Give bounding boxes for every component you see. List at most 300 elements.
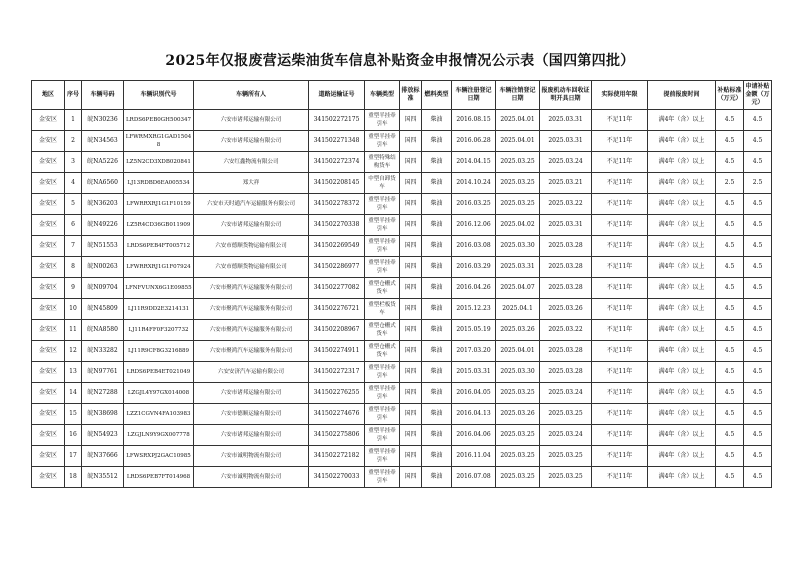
table-cell: 4.5 [716,257,744,278]
table-cell: 重型半挂牵引车 [365,110,400,131]
table-cell: 341502271348 [309,131,365,152]
table-cell: 2025.04.01 [496,110,540,131]
table-cell: 重型半挂牵引车 [365,131,400,152]
table-cell: 2025.03.25 [540,404,592,425]
table-cell: 不足11年 [592,257,648,278]
table-cell: 皖NA8580 [82,320,124,341]
table-cell: 重型半挂牵引车 [365,404,400,425]
table-cell: 2016.04.26 [452,278,496,299]
table-cell: 2 [65,131,82,152]
table-cell: 皖N51553 [82,236,124,257]
column-header: 车辆识别代号 [124,81,194,110]
table-cell: 满4年（含）以上 [648,236,716,257]
table-cell: 皖N49226 [82,215,124,236]
table-row [32,299,772,320]
table-cell: 皖N54923 [82,425,124,446]
table-body [32,110,772,488]
table-row [32,257,772,278]
table-cell: 柴油 [422,404,452,425]
table-cell: 4.5 [716,320,744,341]
table-cell: 柴油 [422,341,452,362]
table-cell: 金安区 [32,194,65,215]
table-cell: 341502274676 [309,404,365,425]
table-cell: 2016.04.13 [452,404,496,425]
table-cell: 不足11年 [592,383,648,404]
table-cell: 重型仓栅式货车 [365,341,400,362]
table-cell: 341502272374 [309,152,365,173]
table-cell: 2.5 [744,173,772,194]
table-cell: 金安区 [32,215,65,236]
table-cell: 2025.03.31 [540,110,592,131]
table-cell: 重型特殊结构货车 [365,152,400,173]
column-header: 车辆号码 [82,81,124,110]
table-cell: LRDS6PEB4ET021049 [124,362,194,383]
table-cell: 六安市诸邦运输有限公司 [194,425,309,446]
table-cell: 4.5 [716,383,744,404]
table-cell: 341502272317 [309,362,365,383]
table-cell: 不足11年 [592,194,648,215]
table-row [32,236,772,257]
table-cell: 金安区 [32,467,65,488]
table-cell: 满4年（含）以上 [648,278,716,299]
table-cell: 国四 [400,341,422,362]
table-cell: 2025.03.31 [540,215,592,236]
column-header: 提前报废时间 [648,81,716,110]
column-header: 车辆注册登记日期 [452,81,496,110]
page-title: 2025年仅报废营运柴油货车信息补贴资金申报情况公示表（国四第四批） [165,53,635,69]
table-row [32,320,772,341]
table-row [32,341,772,362]
table-cell: 9 [65,278,82,299]
table-cell: 4.5 [716,152,744,173]
table-cell: 341502270338 [309,215,365,236]
table-cell: 341502276721 [309,299,365,320]
table-cell: 国四 [400,320,422,341]
column-header: 序号 [65,81,82,110]
column-header: 地区 [32,81,65,110]
column-header: 车辆所有人 [194,81,309,110]
table-cell: 2025.03.21 [540,173,592,194]
table-cell: 金安区 [32,404,65,425]
table-cell: 4.5 [744,152,772,173]
subsidy-table [31,80,772,488]
table-cell: 2025.03.26 [496,320,540,341]
table-cell: 2025.03.31 [540,131,592,152]
table-row [32,110,772,131]
table-cell: 金安区 [32,257,65,278]
table-cell: 国四 [400,278,422,299]
table-cell: 13 [65,362,82,383]
table-cell: 中型自卸货车 [365,173,400,194]
table-cell: 六安市诸邦运输有限公司 [194,215,309,236]
table-cell: LJ11R9DD2E3214131 [124,299,194,320]
table-cell: 4.5 [716,467,744,488]
column-header: 实际使用年限 [592,81,648,110]
table-cell: 2016.03.08 [452,236,496,257]
table-cell: 皖N00263 [82,257,124,278]
table-cell: 柴油 [422,446,452,467]
table-cell: 4.5 [744,425,772,446]
table-cell: 341502270033 [309,467,365,488]
table-cell: 2025.03.25 [496,467,540,488]
table-cell: 2025.03.28 [540,362,592,383]
table-cell: 2025.03.25 [540,446,592,467]
table-cell: 4.5 [744,299,772,320]
table-cell: 重型仓栅式货车 [365,278,400,299]
table-cell: 金安区 [32,110,65,131]
table-cell: 国四 [400,467,422,488]
table-cell: 2025.03.28 [540,236,592,257]
table-cell: 皖NA5226 [82,152,124,173]
table-cell: 重型栏板货车 [365,299,400,320]
table-cell: 16 [65,425,82,446]
table-cell: 满4年（含）以上 [648,383,716,404]
table-cell: 六安市诸邦运输有限公司 [194,131,309,152]
table-cell: 柴油 [422,215,452,236]
table-cell: LFWSRXPJ2GAC10985 [124,446,194,467]
table-cell: 皖N30236 [82,110,124,131]
table-cell: 4.5 [744,110,772,131]
table-row [32,404,772,425]
table-cell: 341502208145 [309,173,365,194]
table-cell: 2016.04.06 [452,425,496,446]
table-cell: 六安市天时通汽车运输服务有限公司 [194,194,309,215]
table-cell: 金安区 [32,173,65,194]
table-cell: 2016.07.08 [452,467,496,488]
table-cell: 4.5 [744,194,772,215]
table-row [32,131,772,152]
table-cell: 不足11年 [592,215,648,236]
table-cell: 六安市聚鸿汽车运输服务有限公司 [194,299,309,320]
table-row [32,425,772,446]
table-cell: 不足11年 [592,341,648,362]
table-cell: 不足11年 [592,425,648,446]
table-cell: 4.5 [716,278,744,299]
table-cell: 国四 [400,362,422,383]
table-cell: 国四 [400,257,422,278]
table-cell: 2025.03.22 [540,194,592,215]
table-cell: 4.5 [716,299,744,320]
table-cell: 4.5 [744,383,772,404]
column-header: 燃料类型 [422,81,452,110]
table-cell: LZ5R4CD36GB011909 [124,215,194,236]
table-cell: 六安市德顺货物运输有限公司 [194,236,309,257]
table-cell: 满4年（含）以上 [648,404,716,425]
table-cell: 柴油 [422,110,452,131]
table-cell: 8 [65,257,82,278]
table-cell: 六安市诚明物流有限公司 [194,467,309,488]
table-cell: 2015.05.19 [452,320,496,341]
table-cell: 2016.03.29 [452,257,496,278]
table-cell: 341502272175 [309,110,365,131]
table-cell: 4.5 [716,362,744,383]
table-cell: LFWRMXRG1GAD15048 [124,131,194,152]
table-cell: 满4年（含）以上 [648,425,716,446]
table-cell: 六安市诸邦运输有限公司 [194,110,309,131]
table-cell: 4.5 [716,215,744,236]
table-cell: 六安市聚鸿汽车运输服务有限公司 [194,278,309,299]
table-cell: 2015.12.23 [452,299,496,320]
table-cell: 不足11年 [592,278,648,299]
table-cell: 满4年（含）以上 [648,194,716,215]
table-cell: 皖N34563 [82,131,124,152]
table-cell: 金安区 [32,278,65,299]
table-cell: LJ11R9CF8G3216889 [124,341,194,362]
table-cell: 六安安济汽车运输有限公司 [194,362,309,383]
table-cell: 341502286977 [309,257,365,278]
table-cell: 皖N38698 [82,404,124,425]
table-cell: 341502278372 [309,194,365,215]
table-cell: 6 [65,215,82,236]
table-cell: 不足11年 [592,173,648,194]
table-cell: 2014.04.15 [452,152,496,173]
table-cell: 341502274911 [309,341,365,362]
table-cell: 2025.03.24 [540,425,592,446]
table-cell: 4.5 [744,278,772,299]
table-cell: 柴油 [422,173,452,194]
table-cell: 2025.03.28 [540,278,592,299]
table-cell: 2016.12.06 [452,215,496,236]
table-cell: 2025.03.26 [496,404,540,425]
table-cell: 2025.04.01 [496,341,540,362]
table-cell: 4.5 [716,425,744,446]
table-cell: 2025.03.22 [540,320,592,341]
table-cell: 11 [65,320,82,341]
table-cell: 2016.08.15 [452,110,496,131]
table-cell: 4 [65,173,82,194]
table-cell: 不足11年 [592,467,648,488]
table-cell: 4.5 [744,341,772,362]
table-cell: 满4年（含）以上 [648,257,716,278]
table-cell: LJ11R4FF0F3207732 [124,320,194,341]
table-cell: 不足11年 [592,446,648,467]
table-cell: 7 [65,236,82,257]
table-cell: LZGJLN9Y9GX007778 [124,425,194,446]
table-cell: 满4年（含）以上 [648,467,716,488]
table-cell: 柴油 [422,131,452,152]
table-cell: 柴油 [422,299,452,320]
table-cell: LRDS6PEB0GH500347 [124,110,194,131]
table-cell: 满4年（含）以上 [648,446,716,467]
table-cell: 国四 [400,236,422,257]
table-cell: 重型仓栅式货车 [365,320,400,341]
table-cell: 满4年（含）以上 [648,299,716,320]
table-cell: 2025.03.30 [496,236,540,257]
table-cell: 2016.06.28 [452,131,496,152]
table-cell: 不足11年 [592,299,648,320]
table-cell: 2025.03.25 [540,467,592,488]
table-cell: 金安区 [32,152,65,173]
table-cell: 2015.03.31 [452,362,496,383]
table-cell: 2025.03.31 [496,257,540,278]
table-cell: 2025.03.25 [496,425,540,446]
table-cell: 4.5 [744,257,772,278]
table-cell: 郑大祥 [194,173,309,194]
column-header: 报废机动车回收证明开具日期 [540,81,592,110]
table-cell: 柴油 [422,467,452,488]
table-cell: 满4年（含）以上 [648,110,716,131]
table-cell: LZZ1CGVN4FA103983 [124,404,194,425]
table-cell: 2025.03.28 [540,341,592,362]
table-cell: 柴油 [422,152,452,173]
table-cell: 国四 [400,194,422,215]
table-cell: 2025.03.25 [496,194,540,215]
table-cell: 4.5 [716,131,744,152]
table-cell: 4.5 [744,446,772,467]
table-cell: 1 [65,110,82,131]
table-cell: 341502269549 [309,236,365,257]
table-cell: 六安市聚鸿汽车运输服务有限公司 [194,320,309,341]
table-cell: 2025.03.30 [496,362,540,383]
table-cell: 4.5 [744,131,772,152]
table-row [32,173,772,194]
table-cell: 满4年（含）以上 [648,341,716,362]
table-cell: 金安区 [32,131,65,152]
table-row [32,215,772,236]
table-cell: 皖N35512 [82,467,124,488]
table-cell: 3 [65,152,82,173]
table-cell: 4.5 [744,215,772,236]
column-header: 补贴标准（万元） [716,81,744,110]
table-cell: 金安区 [32,362,65,383]
table-cell: 皖N33282 [82,341,124,362]
table-cell: 4.5 [744,362,772,383]
table-cell: 重型半挂牵引车 [365,467,400,488]
table-cell: 不足11年 [592,110,648,131]
table-cell: 2025.04.02 [496,215,540,236]
table-cell: 皖NA6560 [82,173,124,194]
table-cell: 2025.03.24 [540,383,592,404]
table-cell: 国四 [400,152,422,173]
table-cell: 重型半挂牵引车 [365,215,400,236]
table-cell: 皖N37666 [82,446,124,467]
table-cell: 14 [65,383,82,404]
table-cell: 2025.03.25 [496,446,540,467]
table-cell: 341502272182 [309,446,365,467]
table-cell: 341502275806 [309,425,365,446]
table-cell: 2016.03.25 [452,194,496,215]
table-cell: 2014.10.24 [452,173,496,194]
table-cell: 国四 [400,425,422,446]
table-cell: 柴油 [422,278,452,299]
table-cell: 重型半挂牵引车 [365,257,400,278]
table-cell: 国四 [400,131,422,152]
table-cell: 金安区 [32,446,65,467]
table-cell: 4.5 [716,236,744,257]
table-cell: 2017.03.20 [452,341,496,362]
table-cell: 18 [65,467,82,488]
table-cell: 国四 [400,383,422,404]
table-cell: 4.5 [744,236,772,257]
table-cell: 满4年（含）以上 [648,215,716,236]
table-cell: 国四 [400,110,422,131]
table-cell: 金安区 [32,236,65,257]
table-cell: 满4年（含）以上 [648,152,716,173]
table-cell: 重型半挂牵引车 [365,425,400,446]
table-cell: 4.5 [716,194,744,215]
table-cell: 柴油 [422,236,452,257]
table-cell: 柴油 [422,194,452,215]
table-cell: 4.5 [744,320,772,341]
table-cell: 重型半挂牵引车 [365,383,400,404]
table-cell: 六安市诚明物流有限公司 [194,446,309,467]
table-cell: 4.5 [716,341,744,362]
table-cell: 2025.03.26 [540,299,592,320]
table-cell: 2025.03.28 [540,257,592,278]
table-cell: 国四 [400,404,422,425]
table-cell: 10 [65,299,82,320]
table-cell: 不足11年 [592,362,648,383]
table-cell: 4.5 [716,110,744,131]
table-cell: 六安市德顺运输有限公司 [194,404,309,425]
table-cell: 金安区 [32,320,65,341]
table-cell: 国四 [400,299,422,320]
column-header: 排放标准 [400,81,422,110]
table-cell: 4.5 [744,467,772,488]
table-cell: 六安市诸邦运输有限公司 [194,383,309,404]
table-cell: 17 [65,446,82,467]
table-cell: 柴油 [422,425,452,446]
table-cell: 2025.04.01 [496,131,540,152]
table-cell: 5 [65,194,82,215]
table-cell: 2025.04.1 [496,299,540,320]
table-cell: LFWRRXRJ1G1F07924 [124,257,194,278]
table-cell: 重型半挂牵引车 [365,446,400,467]
table-cell: LRDS6PEB7FT014968 [124,467,194,488]
table-cell: 4.5 [716,446,744,467]
table-cell: 金安区 [32,299,65,320]
table-cell: 国四 [400,446,422,467]
table-cell: 皖N45809 [82,299,124,320]
table-cell: 重型半挂牵引车 [365,362,400,383]
table-cell: 柴油 [422,362,452,383]
table-cell: LJ13RDBD6EA005534 [124,173,194,194]
table-cell: 皖N09704 [82,278,124,299]
table-cell: 4.5 [716,404,744,425]
table-cell: LRDS6PEB4FT005712 [124,236,194,257]
table-cell: 金安区 [32,341,65,362]
table-cell: 2025.03.24 [540,152,592,173]
table-cell: 国四 [400,173,422,194]
table-cell: 柴油 [422,320,452,341]
table-cell: 皖N27288 [82,383,124,404]
table-cell: 不足11年 [592,320,648,341]
table-cell: 4.5 [744,404,772,425]
table-cell: LZGJL4Y97GX014008 [124,383,194,404]
table-cell: 满4年（含）以上 [648,362,716,383]
table-cell: 柴油 [422,257,452,278]
table-cell: 12 [65,341,82,362]
column-header: 车辆注销登记日期 [496,81,540,110]
table-cell: 2016.11.04 [452,446,496,467]
table-cell: 六安市德顺货物运输有限公司 [194,257,309,278]
column-header: 申请补贴金额（万元） [744,81,772,110]
table-cell: 六安市聚鸿汽车运输服务有限公司 [194,341,309,362]
table-row [32,446,772,467]
table-cell: 2025.03.25 [496,173,540,194]
table-cell: 2025.04.07 [496,278,540,299]
table-cell: 341502277082 [309,278,365,299]
table-cell: LFNFVUNX6G1E09855 [124,278,194,299]
table-cell: 国四 [400,215,422,236]
table-cell: LZ5N2CD3XDB020841 [124,152,194,173]
table-cell: 金安区 [32,383,65,404]
table-cell: 满4年（含）以上 [648,320,716,341]
table-cell: 2025.03.25 [496,383,540,404]
table-cell: 341502276255 [309,383,365,404]
table-cell: 不足11年 [592,131,648,152]
table-cell: 重型半挂牵引车 [365,194,400,215]
